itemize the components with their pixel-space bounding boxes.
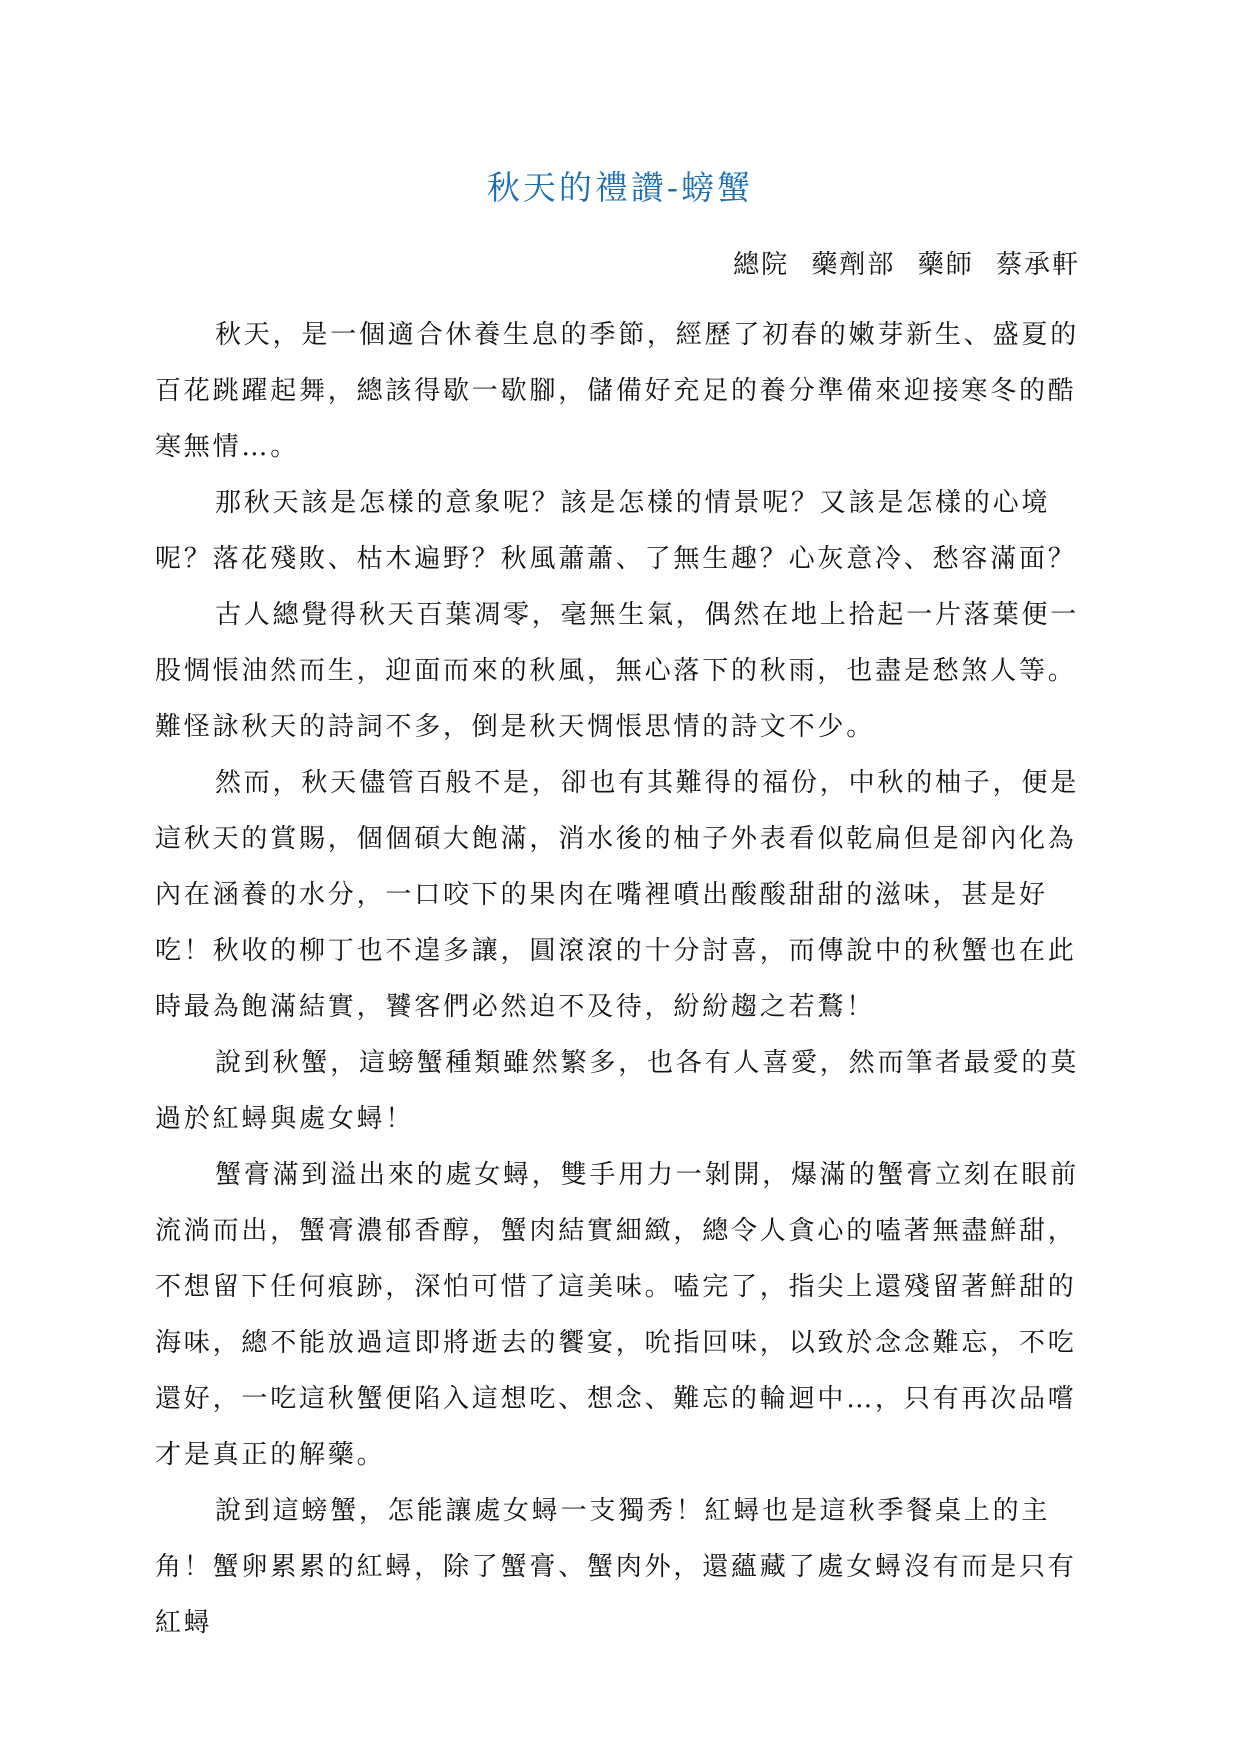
article-title: 秋天的禮讚-螃蟹 [486, 168, 754, 207]
paragraph-7: 說到這螃蟹，怎能讓處女蟳一支獨秀！紅蟳也是這秋季餐桌上的主角！蟹卵累累的紅蟳，除了蟹膏、蟹肉外，還蘊藏了處女蟳沒有而是只有紅蟳 [155, 1496, 1077, 1638]
paragraph-2: 那秋天該是怎樣的意象呢？該是怎樣的情景呢？又該是怎樣的心境呢？落花殘敗、枯木遍野？秋風蕭蕭、了無生趣？心灰意冷、愁容滿面？ [155, 488, 1077, 574]
byline-unit: 藥劑部 [811, 250, 896, 280]
paragraph-3: 古人總覺得秋天百葉凋零，毫無生氣，偶然在地上拾起一片落葉便一股惆悵油然而生，迎面而來的秋風，無心落下的秋雨，也盡是愁煞人等。難怪詠秋天的詩詞不多，倒是秋天惆悵思情的詩文不少。 [155, 600, 1080, 742]
byline-role: 藥師 [917, 250, 974, 280]
paragraph-4: 然而，秋天儘管百般不是，卻也有其難得的福份，中秋的柚子，便是這秋天的賞賜，個個碩大飽滿，消水後的柚子外表看似乾扁但是卻內化為內在涵養的水分，一口咬下的果肉在嘴裡噴出酸酸甜甜的滋味，甚是好吃！秋收的柳丁也不遑多讓，圓滾滾的十分討喜，而傳說中的秋蟹也在此時最為飽滿結實，饕客們必然迫不及待，紛紛趨之若鶩！ [155, 768, 1080, 1022]
byline-author: 蔡承軒 [995, 250, 1080, 280]
article-body [155, 307, 1085, 1651]
paragraph-5: 說到秋蟹，這螃蟹種類雖然繁多，也各有人喜愛，然而筆者最愛的莫過於紅蟳與處女蟳！ [155, 1048, 1080, 1134]
author-byline [733, 247, 1080, 283]
paragraph-6: 蟹膏滿到溢出來的處女蟳，雙手用力一剝開，爆滿的蟹膏立刻在眼前流淌而出，蟹膏濃郁香醇，蟹肉結實細緻，總令人貪心的嗑著無盡鮮甜，不想留下任何痕跡，深怕可惜了這美味。嗑完了，指尖上還殘留著鮮甜的海味，總不能放過這即將逝去的饗宴，吮指回味，以致於念念難忘，不吃還好，一吃這秋蟹便陷入這想吃、想念、難忘的輪迴中…，只有再次品嚐才是真正的解藥。 [155, 1160, 1080, 1470]
byline-department: 總院 [733, 250, 790, 280]
paragraph-1: 秋天，是一個適合休養生息的季節，經歷了初春的嫩芽新生、盛夏的百花跳躍起舞，總該得歇一歇腳，儲備好充足的養分準備來迎接寒冬的酷寒無情…。 [155, 320, 1080, 462]
